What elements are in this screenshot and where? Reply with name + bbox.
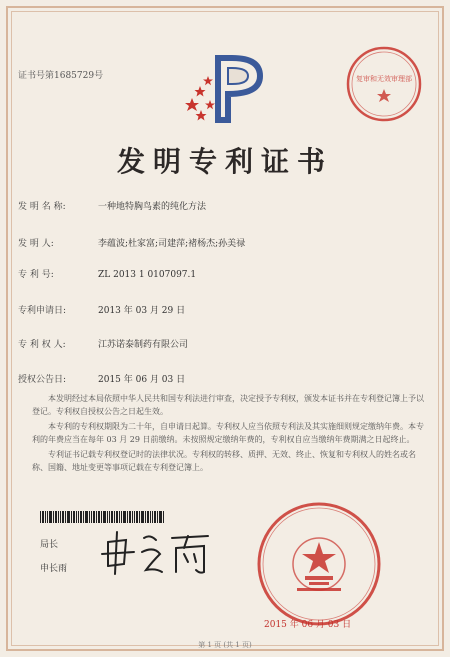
body-paragraph-1: 本发明经过本局依照中华人民共和国专利法进行审查，决定授予专利权，颁发本证书并在专利登记簿上予以登记。专利权自授权公告之日起生效。	[32, 394, 424, 416]
certificate-body	[32, 392, 424, 476]
certificate-title: 发明专利证书	[116, 145, 333, 178]
patentee-value: 江苏诺泰制药有限公司	[98, 340, 189, 350]
patentee-row	[18, 337, 188, 350]
patentee-label: 专 利 权 人:	[18, 340, 66, 350]
inventors-value: 李蕴波;杜家富;司建萍;褚杨杰;孙美禄	[98, 239, 246, 249]
director-signature	[100, 528, 220, 578]
body-paragraph-3: 专利证书记载专利权登记时的法律状况。专利权的转移、质押、无效、终止、恢复和专利权人的姓名或名称、国籍、地址变更等事项记载在专利登记簿上。	[32, 450, 416, 472]
body-paragraph-2: 本专利的专利权期限为二十年，自申请日起算。专利权人应当依照专利法及其实施细则规定缴纳年费。本专利的年费应当在每年 03 月 29 日前缴纳。未按照规定缴纳年费的，专利权自应当缴纳年费期满之日起终止。	[32, 422, 424, 444]
top-seal-text: 复审和无效审理部	[356, 75, 412, 83]
inventors-row	[18, 236, 245, 249]
invention-name-row	[18, 199, 206, 212]
director-title: 局长	[40, 540, 59, 550]
intellectual-property-office-seal-icon	[255, 500, 383, 628]
patent-number-value: ZL 2013 1 0107097.1	[98, 270, 197, 280]
certificate-number: 证书号第1685729号	[18, 71, 104, 81]
grant-date-value: 2015 年 06 月 03 日	[98, 375, 186, 385]
grant-date-label: 授权公告日:	[18, 375, 67, 385]
patent-office-emblem-icon	[178, 50, 278, 130]
review-department-seal-icon	[345, 45, 423, 123]
inventors-label: 发 明 人:	[18, 239, 54, 249]
patent-number-label: 专 利 号:	[18, 270, 54, 280]
patent-number-row	[18, 267, 196, 280]
filing-date-label: 专利申请日:	[18, 306, 67, 316]
invention-name-value: 一种地特胸鸟素的纯化方法	[98, 202, 207, 212]
filing-date-value: 2013 年 03 月 29 日	[98, 306, 186, 316]
invention-name-label: 发 明 名 称:	[18, 202, 66, 212]
barcode	[40, 511, 165, 523]
page-footer: 第 1 页 (共 1 页)	[198, 641, 252, 649]
seal-date: 2015 年 06 月 03 日	[264, 620, 352, 630]
filing-date-row	[18, 303, 185, 316]
grant-date-row	[18, 372, 185, 385]
director-name: 申长雨	[40, 564, 68, 574]
